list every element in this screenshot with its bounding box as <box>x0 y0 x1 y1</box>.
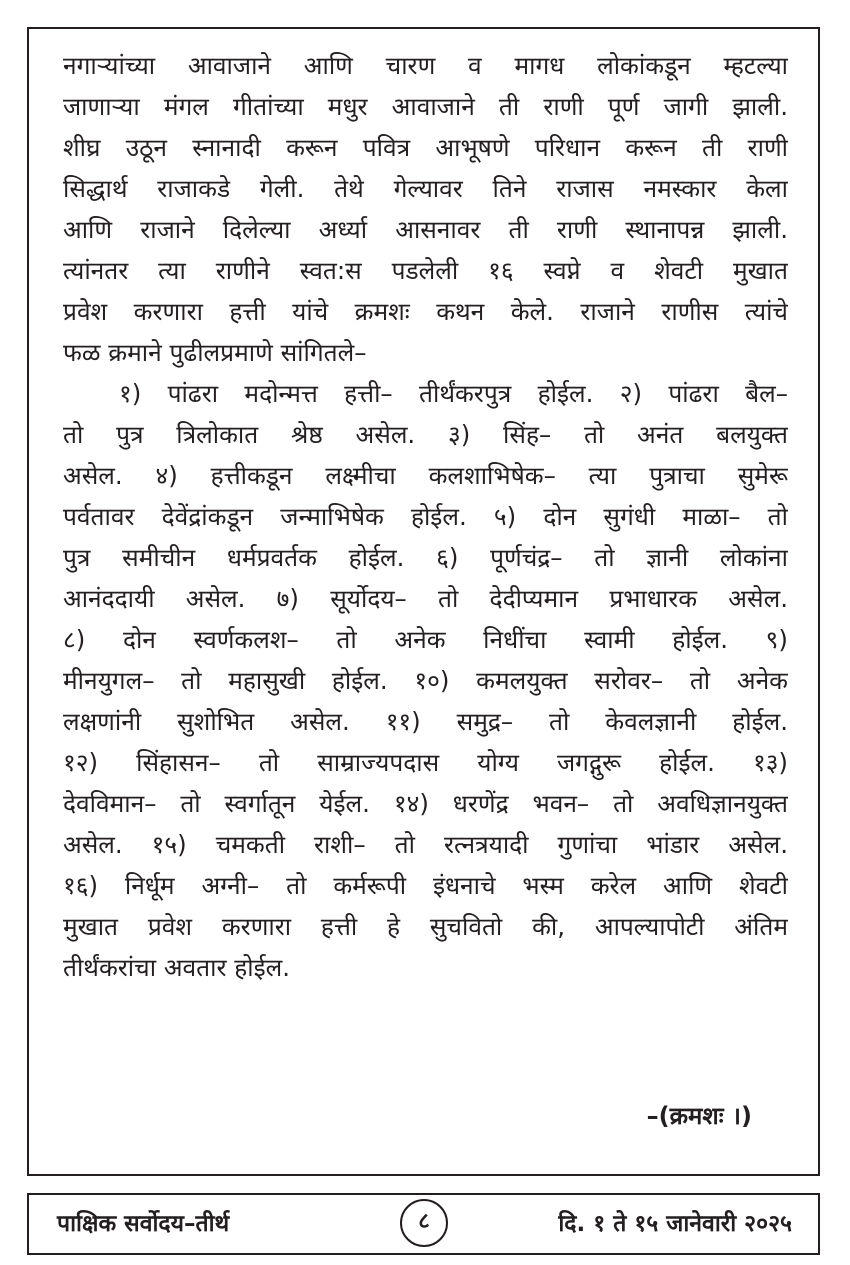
body-line: ८) दोन स्वर्णकलश– तो अनेक निधींचा स्वामी होईल. ९) <box>63 625 788 654</box>
body-line: आणि राजाने दिलेल्या अर्ध्या आसनावर ती राणी स्थानापन्न झाली. <box>63 215 788 244</box>
body-line: तीर्थंकरांचा अवतार होईल. <box>63 953 291 982</box>
body-line: प्रवेश करणारा हत्ती यांचे क्रमशः कथन केले. राजाने राणीस त्यांचे <box>63 297 788 326</box>
issue-date: दि. १ ते १५ जानेवारी २०२५ <box>558 1211 792 1237</box>
body-line: त्यांनतर त्या राणीने स्वत:स पडलेली १६ स्वप्ने व शेवटी मुखात <box>63 256 788 285</box>
body-line: पुत्र समीचीन धर्मप्रवर्तक होईल. ६) पूर्णचंद्र– तो ज्ञानी लोकांना <box>63 543 788 572</box>
page-number: ८ <box>400 1199 448 1247</box>
body-line: जाणाऱ्या मंगल गीतांच्या मधुर आवाजाने ती राणी पूर्ण जागी झाली. <box>63 92 788 121</box>
body-line: शीघ्र उठून स्नानादी करून पवित्र आभूषणे परिधान करून ती राणी <box>63 133 788 162</box>
body-line: १) पांढरा मदोन्मत्त हत्ती– तीर्थंकरपुत्र होईल. २) पांढरा बैल– <box>119 379 788 408</box>
body-line: पर्वतावर देवेंद्रांकडून जन्माभिषेक होईल. ५) दोन सुगंधी माळा– तो <box>63 502 788 531</box>
body-line: तो पुत्र त्रिलोकात श्रेष्ठ असेल. ३) सिंह– तो अनंत बलयुक्त <box>63 420 788 449</box>
page-footer <box>27 1193 820 1255</box>
body-line: असेल. ४) हत्तीकडून लक्ष्मीचा कलशाभिषेक– त्या पुत्राचा सुमेरू <box>63 461 788 490</box>
continued-marker: –(क्रमशः ।) <box>646 1102 752 1130</box>
body-line: नगाऱ्यांच्या आवाजाने आणि चारण व मागध लोकांकडून म्हटल्या <box>63 51 788 80</box>
body-line: देवविमान– तो स्वर्गातून येईल. १४) धरणेंद्र भवन– तो अवधिज्ञानयुक्त <box>63 789 788 818</box>
publication-name: पाक्षिक सर्वोदय–तीर्थ <box>57 1211 230 1237</box>
body-line: मुखात प्रवेश करणारा हत्ती हे सुचवितो की, आपल्यापोटी अंतिम <box>63 912 788 941</box>
body-line: १६) निर्धूम अग्नी– तो कर्मरूपी इंधनाचे भस्म करेल आणि शेवटी <box>63 871 788 900</box>
body-line: असेल. १५) चमकती राशी– तो रत्नत्रयादी गुणांचा भांडार असेल. <box>63 830 788 859</box>
article-body <box>63 45 788 988</box>
body-line: फळ क्रमाने पुढीलप्रमाणे सांगितले– <box>63 338 367 367</box>
body-line: मीनयुगल– तो महासुखी होईल. १०) कमलयुक्त सरोवर– तो अनेक <box>63 666 788 695</box>
body-line: सिद्धार्थ राजाकडे गेली. तेथे गेल्यावर तिने राजास नमस्कार केला <box>63 174 788 203</box>
article-frame <box>27 27 820 1176</box>
body-line: आनंददायी असेल. ७) सूर्योदय– तो देदीप्यमान प्रभाधारक असेल. <box>63 584 788 613</box>
body-line: लक्षणांनी सुशोभित असेल. ११) समुद्र– तो केवलज्ञानी होईल. <box>63 707 788 736</box>
body-line: १२) सिंहासन– तो साम्राज्यपदास योग्य जगद्गुरू होईल. १३) <box>63 748 788 777</box>
